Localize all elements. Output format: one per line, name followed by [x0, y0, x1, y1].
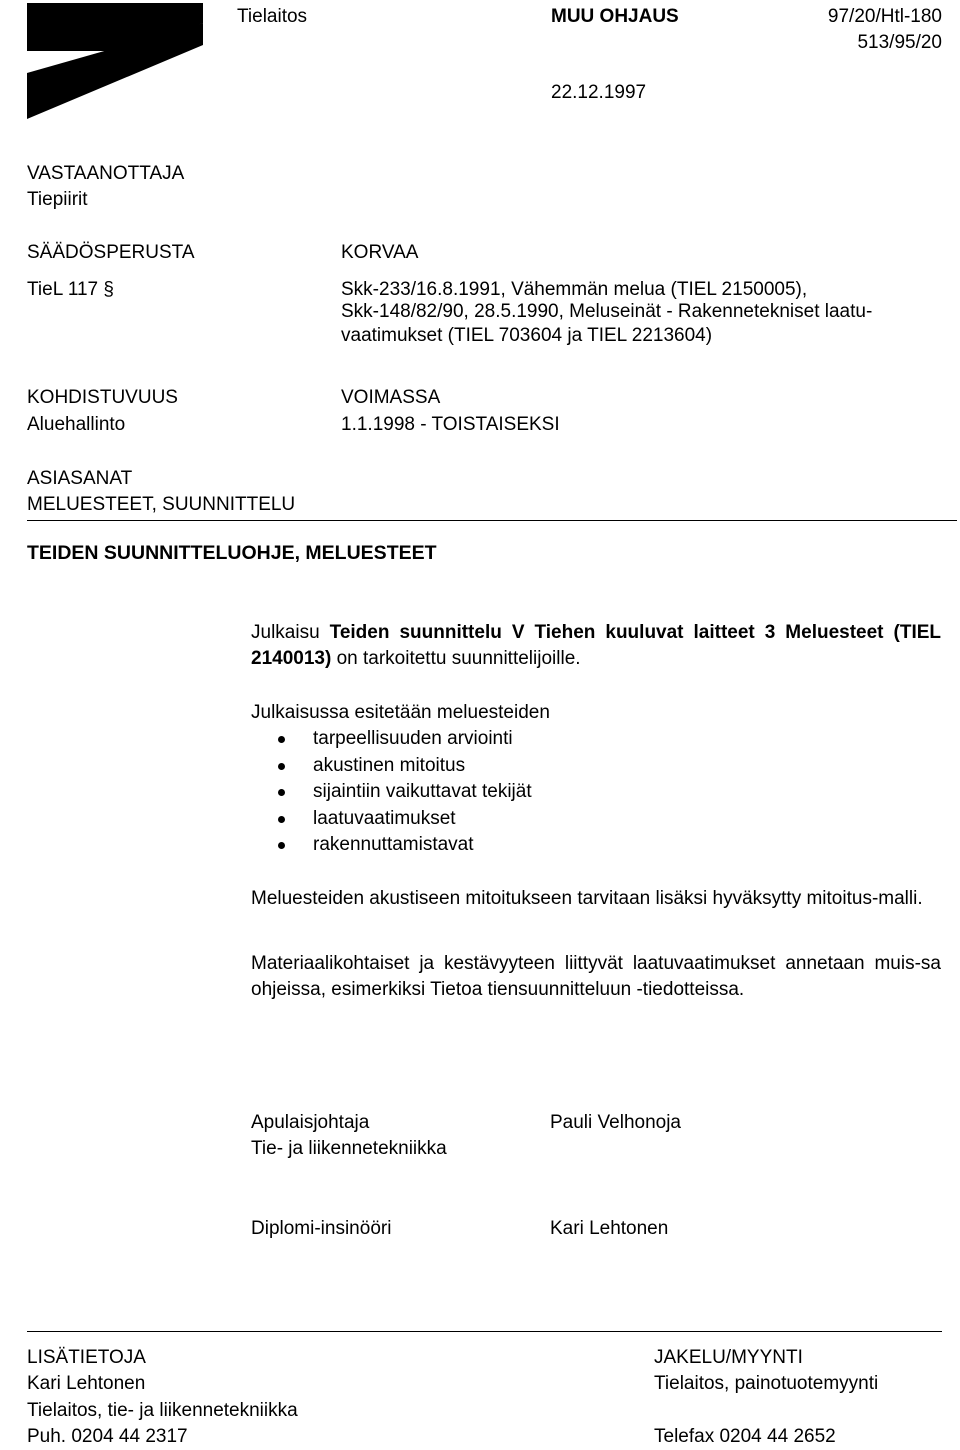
keywords-label: ASIASANAT [27, 468, 133, 489]
doc-date: 22.12.1997 [551, 82, 647, 103]
info-label: LISÄTIETOJA [27, 1347, 146, 1368]
list-item-text: akustinen mitoitus [313, 754, 466, 776]
distribution-label: JAKELU/MYYNTI [654, 1347, 803, 1368]
paragraph-contents [251, 700, 941, 859]
scope-value: Aluehallinto [27, 414, 126, 435]
list-item [251, 806, 941, 833]
publication-suffix: on tarkoitettu suunnittelijoille. [331, 648, 581, 669]
bullet-icon [278, 816, 285, 823]
signature-title: Diplomi-insinööri [251, 1218, 392, 1239]
list-item-text: laatuvaatimukset [313, 807, 456, 829]
footer-divider [27, 1331, 942, 1332]
info-line: Kari Lehtonen [27, 1373, 146, 1394]
bullet-icon [278, 763, 285, 770]
info-line: Puh. 0204 44 2317 [27, 1426, 188, 1447]
replaces-line: Skk-148/82/90, 28.5.1990, Meluseinät - Rakennetekniset laatu- [341, 301, 873, 322]
list-item-text: tarpeellisuuden arviointi [313, 728, 513, 749]
keywords-value: MELUESTEET, SUUNNITTELU [27, 494, 296, 515]
info-line: Tielaitos, tie- ja liikennetekniikka [27, 1400, 298, 1421]
list-item [251, 779, 941, 806]
divider [27, 520, 957, 521]
contents-list [251, 726, 941, 859]
paragraph-dimensioning: Meluesteiden akustiseen mitoitukseen tarvitaan lisäksi hyväksytty mitoitus-malli. [251, 888, 923, 909]
contents-intro: Julkaisussa esitetään meluesteiden [251, 702, 550, 723]
tielaitos-logo-icon [27, 3, 203, 119]
bullet-icon [278, 736, 285, 743]
distribution-line: Tielaitos, painotuotemyynti [654, 1373, 879, 1394]
validity-label: VOIMASSA [341, 387, 441, 408]
signature-title: Apulaisjohtaja [251, 1112, 370, 1133]
signature-department: Tie- ja liikennetekniikka [251, 1138, 447, 1159]
list-item [251, 726, 941, 753]
recipient-label: VASTAANOTTAJA [27, 163, 185, 184]
paragraph-publication [251, 620, 941, 672]
list-item [251, 753, 941, 780]
signature-name: Pauli Velhonoja [550, 1112, 681, 1133]
validity-value: 1.1.1998 - TOISTAISEKSI [341, 414, 560, 435]
list-item [251, 832, 941, 859]
org-name: Tielaitos [237, 6, 308, 27]
doc-type: MUU OHJAUS [551, 6, 679, 27]
scope-label: KOHDISTUVUUS [27, 387, 178, 408]
bullet-icon [278, 842, 285, 849]
doc-number: 97/20/Htl-180 [827, 6, 942, 27]
paragraph-quality: Materiaalikohtaiset ja kestävyyteen liittyvät laatuvaatimukset annetaan muis-sa ohjeissa, esimerkiksi Tietoa tiensuunnitteluun -tiedotteissa. [251, 953, 941, 1000]
publication-title: Teiden suunnittelu V Tiehen kuuluvat laitteet 3 Meluesteet (TIEL 2140013) [251, 622, 941, 669]
document-title: TEIDEN SUUNNITTELUOHJE, MELUESTEET [27, 542, 437, 564]
signature-name: Kari Lehtonen [550, 1218, 669, 1239]
doc-number-secondary: 513/95/20 [857, 32, 942, 53]
bullet-icon [278, 789, 285, 796]
replaces-line: Skk-233/16.8.1991, Vähemmän melua (TIEL 2150005), [341, 279, 808, 300]
replaces-label: KORVAA [341, 242, 419, 263]
legal-basis-value: TieL 117 § [27, 279, 114, 300]
list-item-text: sijaintiin vaikuttavat tekijät [313, 781, 532, 802]
distribution-line: Telefax 0204 44 2652 [654, 1426, 836, 1447]
replaces-line: vaatimukset (TIEL 703604 ja TIEL 2213604) [341, 325, 713, 346]
recipient-value: Tiepiirit [27, 189, 88, 210]
legal-basis-label: SÄÄDÖSPERUSTA [27, 242, 195, 263]
publication-prefix: Julkaisu [251, 622, 330, 643]
list-item-text: rakennuttamistavat [313, 834, 474, 855]
